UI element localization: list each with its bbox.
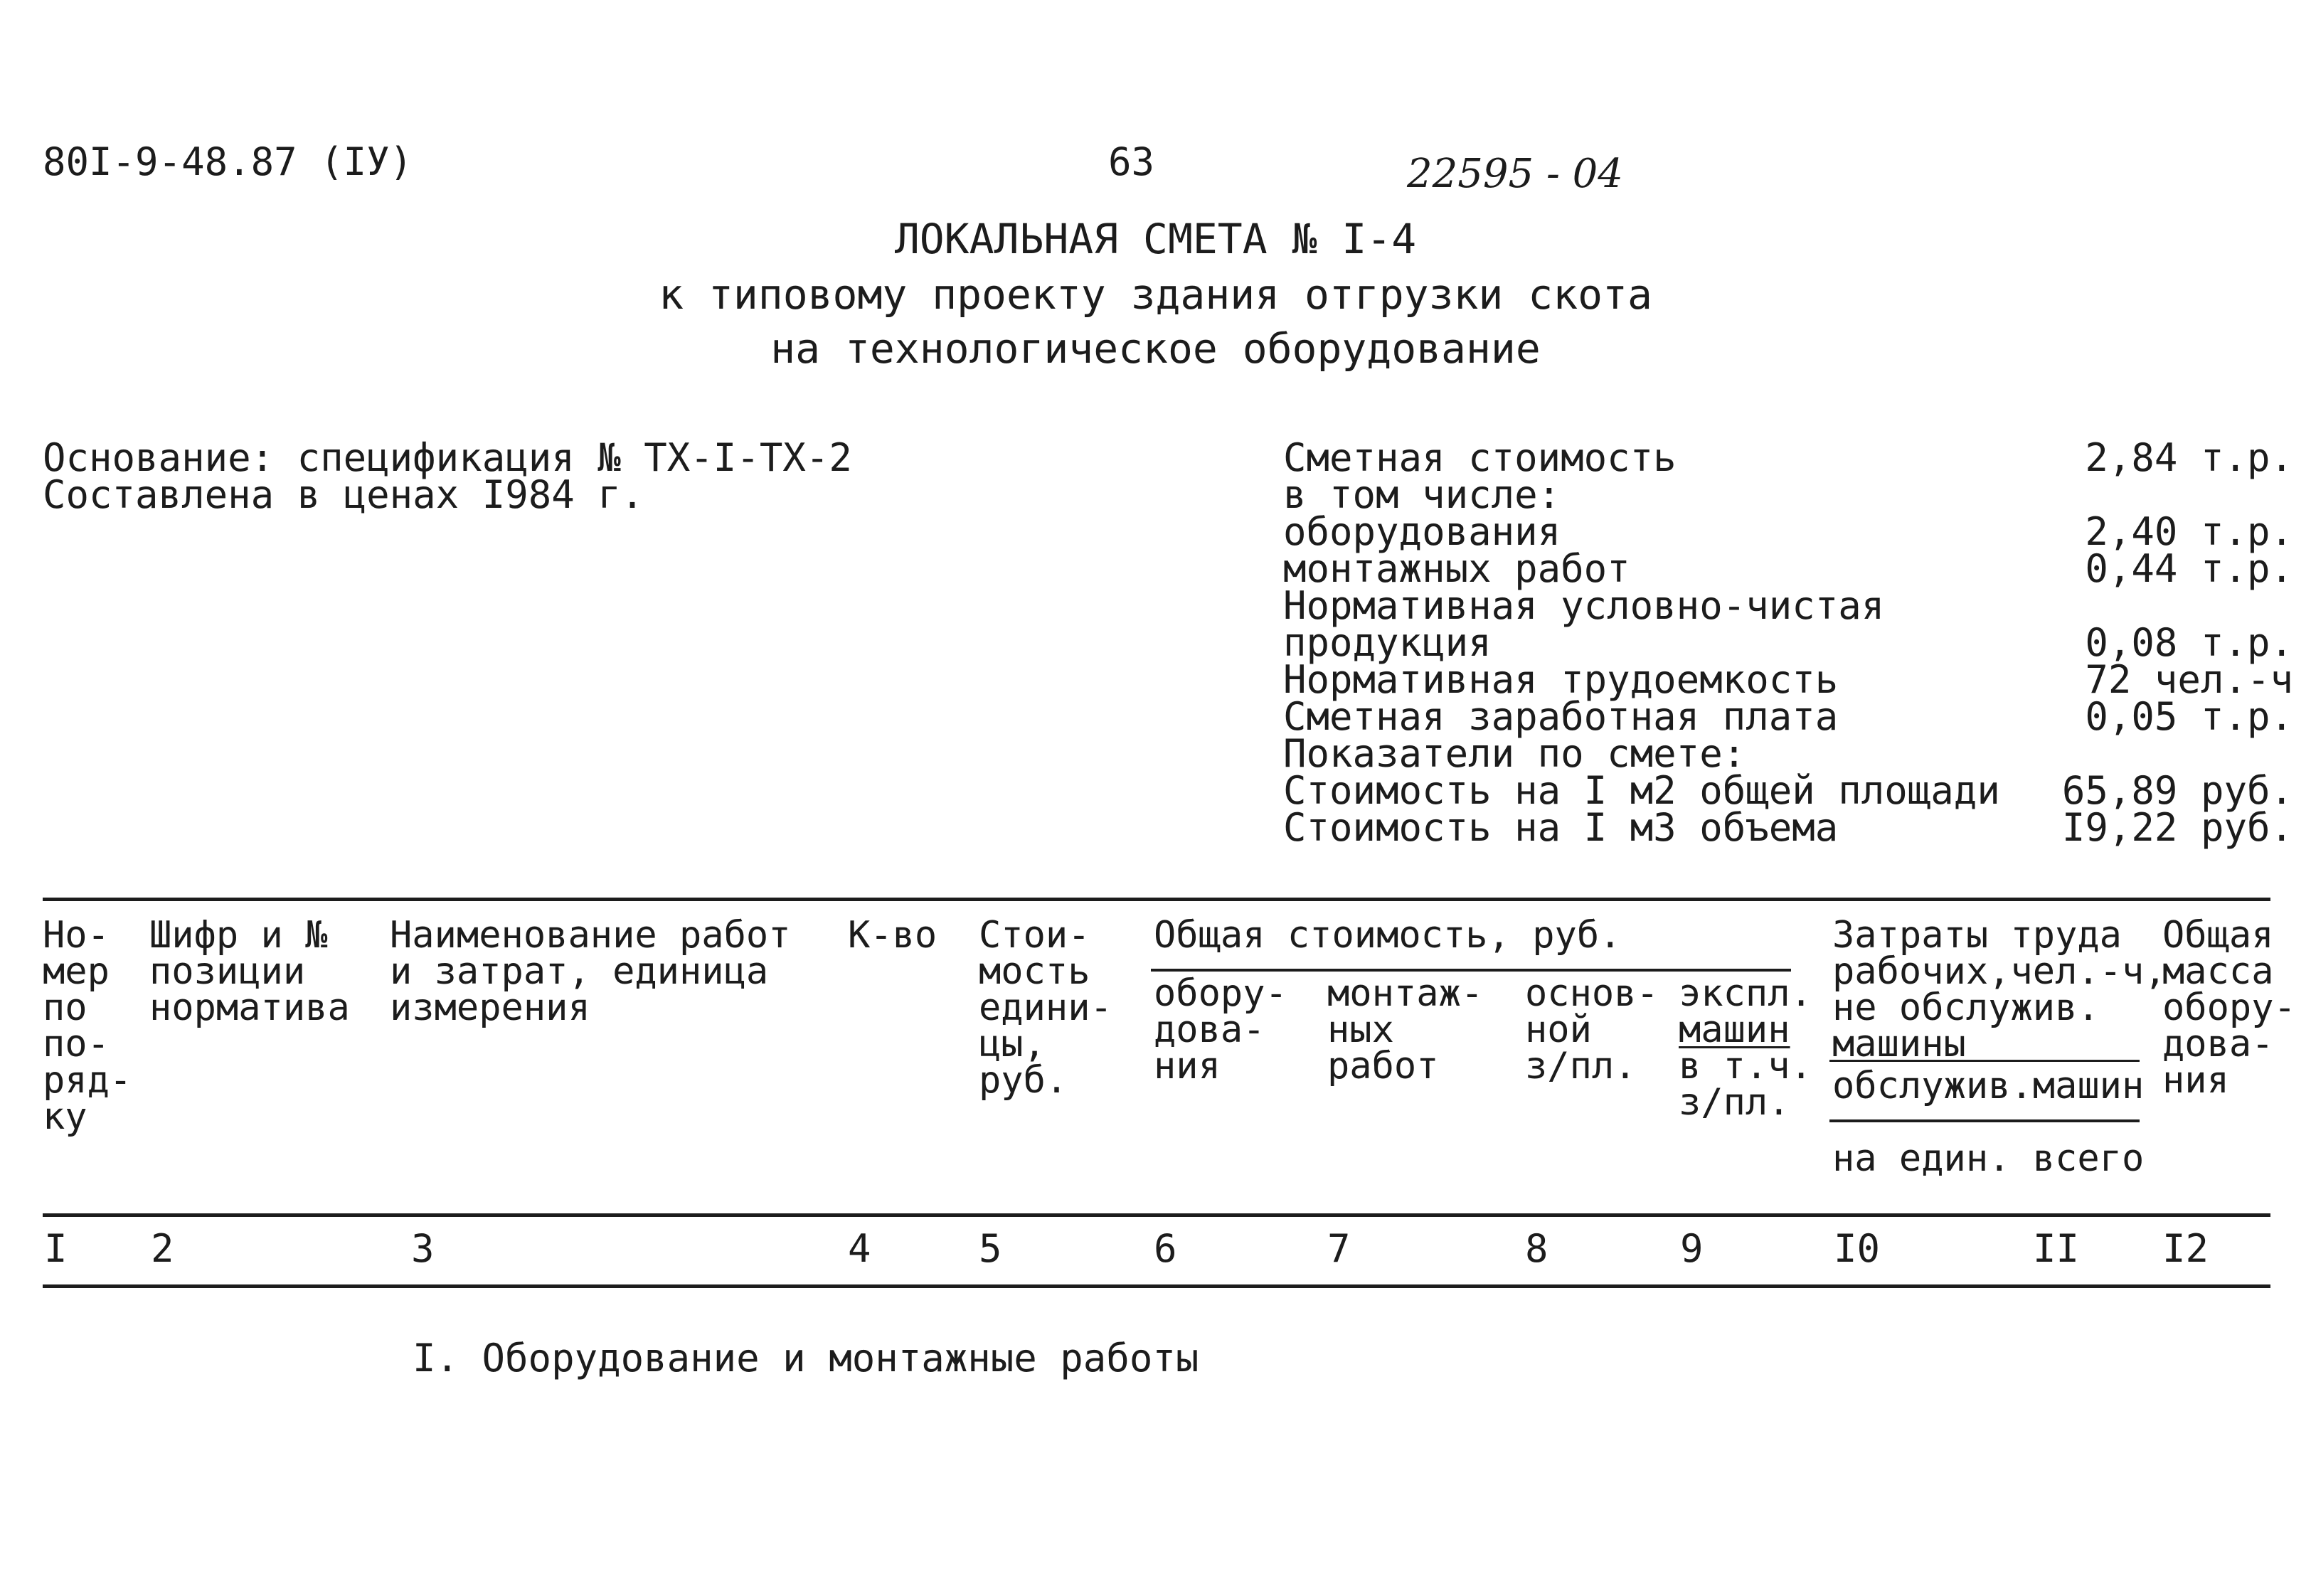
archive-number: 22595 - 04 bbox=[1407, 151, 1623, 197]
summary-row bbox=[1283, 694, 2293, 739]
col-code-header: Шифр и № позиции норматива bbox=[149, 914, 350, 1029]
table-top-rule bbox=[43, 898, 2270, 901]
summary-value: 0,44 т.р. bbox=[2085, 546, 2293, 591]
header-bottom-rule bbox=[43, 1213, 2270, 1217]
col-machines-line3: в т.ч. з/пл. bbox=[1679, 1045, 1812, 1124]
summary-row bbox=[1283, 583, 2293, 628]
summary-block bbox=[1283, 435, 2293, 850]
col-base-wage-header: основ- ной з/пл. bbox=[1525, 972, 1659, 1087]
estimate-title: ЛОКАЛЬНАЯ СМЕТА № I-4 bbox=[894, 215, 1417, 263]
total-cost-header: Общая стоимость, руб. bbox=[1154, 914, 1622, 957]
summary-row bbox=[1283, 657, 2293, 702]
labor-header bbox=[1832, 914, 2167, 1107]
summary-label: продукция bbox=[1283, 620, 1492, 665]
page-number: 63 bbox=[1108, 139, 1155, 184]
summary-row bbox=[1283, 509, 2293, 554]
col-index-1: I bbox=[44, 1226, 68, 1271]
document-code: 80I-9-48.87 (IУ) bbox=[43, 139, 413, 184]
col-mass-header: Общая масса обору- дова- ния bbox=[2162, 914, 2296, 1102]
col-installation-header: монтаж- ных работ bbox=[1327, 972, 1484, 1087]
price-level-line: Составлена в ценах I984 г. bbox=[43, 472, 644, 517]
summary-label: Показатели по смете: bbox=[1283, 731, 1746, 776]
summary-value: 2,40 т.р. bbox=[2085, 509, 2293, 554]
summary-row bbox=[1283, 546, 2293, 591]
col-index-7: 7 bbox=[1327, 1226, 1351, 1271]
summary-row bbox=[1283, 805, 2293, 850]
summary-row bbox=[1283, 435, 2293, 480]
total-cost-rule bbox=[1151, 969, 1791, 972]
summary-label: Нормативная условно-чистая bbox=[1283, 583, 1885, 628]
col-unit-cost-header: Стои- мость едини- цы, руб. bbox=[979, 914, 1112, 1102]
estimate-subtitle-2: на технологическое оборудование bbox=[770, 324, 1541, 373]
col-number-header: Но- мер по по- ряд- ку bbox=[43, 914, 132, 1138]
summary-label: Сметная заработная плата bbox=[1283, 694, 1839, 739]
basis-line: Основание: спецификация № ТХ-I-ТХ-2 bbox=[43, 435, 852, 480]
col-index-5: 5 bbox=[979, 1226, 1002, 1271]
summary-value: 0,08 т.р. bbox=[2085, 620, 2293, 665]
col-quantity-header: К-во bbox=[848, 914, 937, 957]
numbers-bottom-rule bbox=[43, 1284, 2270, 1288]
summary-value: 72 чел.-ч bbox=[2085, 657, 2293, 702]
summary-label: в том числе: bbox=[1283, 472, 1561, 517]
summary-row bbox=[1283, 768, 2293, 813]
labor-lower-rule bbox=[1829, 1119, 2140, 1122]
summary-value: 2,84 т.р. bbox=[2085, 435, 2293, 480]
col-index-3: 3 bbox=[411, 1226, 435, 1271]
summary-row bbox=[1283, 731, 2293, 776]
col-machines-line2: машин bbox=[1679, 1009, 1790, 1051]
labor-line5: обслужив.машин bbox=[1832, 1065, 2145, 1107]
summary-label: Стоимость на I м2 общей площади bbox=[1283, 768, 2000, 813]
col-index-11: II bbox=[2033, 1226, 2080, 1271]
labor-line3: не обслужив. bbox=[1832, 986, 2100, 1029]
col-index-2: 2 bbox=[151, 1226, 174, 1271]
summary-value: 0,05 т.р. bbox=[2085, 694, 2293, 739]
summary-label: монтажных работ bbox=[1283, 546, 1630, 591]
labor-line2: рабочих,чел.-ч, bbox=[1832, 950, 2167, 993]
summary-label: оборудования bbox=[1283, 509, 1561, 554]
col-machines-line1: экспл. bbox=[1679, 972, 1812, 1015]
summary-value: 65,89 руб. bbox=[2061, 768, 2293, 813]
col-index-6: 6 bbox=[1154, 1226, 1177, 1271]
summary-value: I9,22 руб. bbox=[2061, 805, 2293, 850]
col-index-4: 4 bbox=[848, 1226, 871, 1271]
col-machines-header bbox=[1679, 972, 1812, 1124]
summary-label: Сметная стоимость bbox=[1283, 435, 1677, 480]
col-equipment-header: обору- дова- ния bbox=[1154, 972, 1287, 1087]
labor-per-unit-total: на един. всего bbox=[1832, 1137, 2145, 1180]
col-index-12: I2 bbox=[2162, 1226, 2209, 1271]
col-index-10: I0 bbox=[1834, 1226, 1881, 1271]
summary-label: Нормативная трудоемкость bbox=[1283, 657, 1839, 702]
section-heading: I. Оборудование и монтажные работы bbox=[413, 1336, 1199, 1380]
labor-line4: машины bbox=[1832, 1023, 1966, 1065]
col-index-8: 8 bbox=[1525, 1226, 1548, 1271]
labor-line1: Затраты труда bbox=[1832, 914, 2122, 957]
estimate-subtitle: к типовому проекту здания отгрузки скота bbox=[659, 270, 1652, 319]
summary-label: Стоимость на I м3 объема bbox=[1283, 805, 1839, 850]
col-index-9: 9 bbox=[1680, 1226, 1704, 1271]
col-name-header: Наименование работ и затрат, единица измерения bbox=[390, 914, 791, 1029]
summary-row bbox=[1283, 472, 2293, 517]
summary-row bbox=[1283, 620, 2293, 665]
